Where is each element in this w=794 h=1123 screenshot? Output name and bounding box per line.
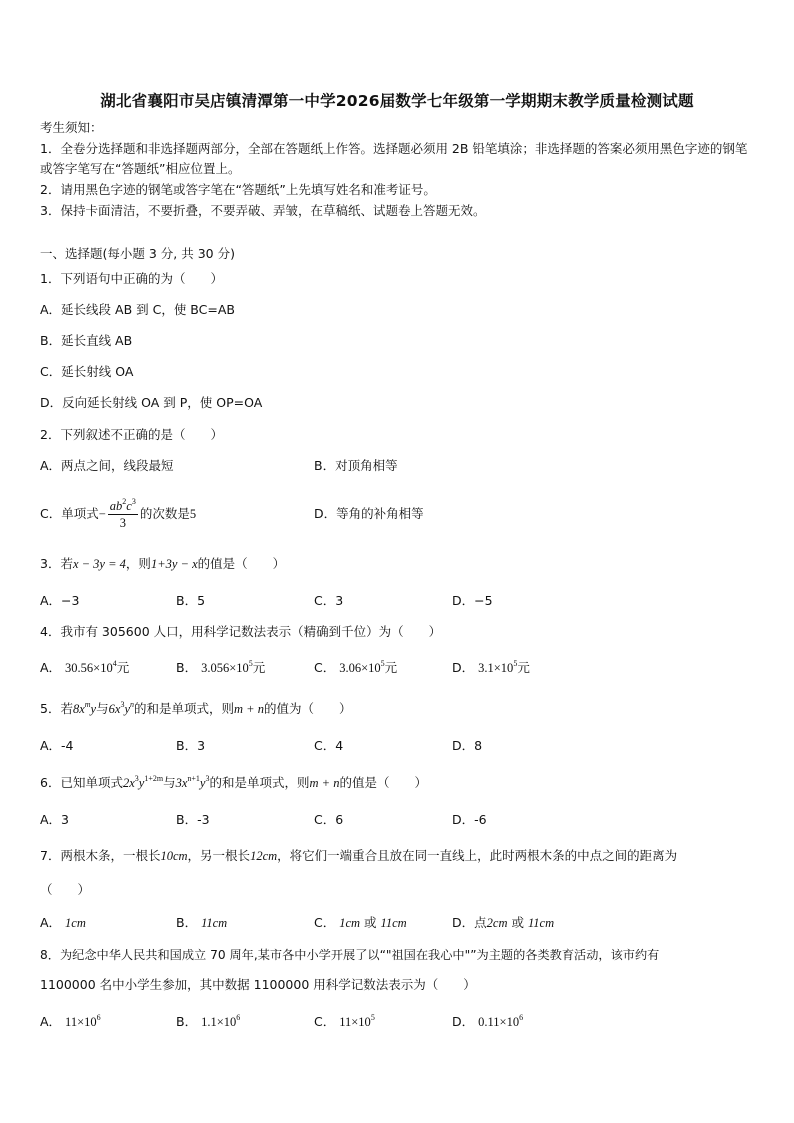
q8-option-a: A． $11\times 10^6$ — [40, 1013, 101, 1029]
q3-option-a: A．−3 — [40, 593, 80, 608]
q2-options-row-2 — [40, 494, 756, 534]
q8-stem-line-1: 8．为纪念中华人民共和国成立 70 周年,某市各中小学开展了以“"祖国在我心中"”为主题的各类教育活动，该市约有 — [40, 948, 660, 962]
q8-option-c: C． $11\times 10^5$ — [314, 1013, 375, 1029]
q7-option-d: D．点2cm 或 11cm — [452, 915, 555, 930]
notice-item-3: 3．保持卡面清洁，不要折叠，不要弄破、弄皱，在草稿纸、试题卷上答题无效。 — [40, 203, 486, 218]
q6-option-a: A．3 — [40, 812, 70, 827]
q8-option-b: B． $1.1\times 10^6$ — [176, 1013, 241, 1029]
q4-option-b: B． $3.056\times 10^5$元 — [176, 659, 266, 675]
q3-option-d: D．−5 — [452, 593, 493, 608]
q5-options — [40, 736, 756, 756]
q5-stem: 5．若$8x^my$与$6x^3y^n$的和是单项式，则m + n的值为（ ） — [40, 700, 352, 716]
q5-option-c: C．4 — [314, 738, 344, 753]
q3-stem: 3．若x − 3y = 4，则1+3y − x的值是（ ） — [40, 556, 286, 571]
q1-option-a: A．延长线段 AB 到 C，使 BC=AB — [40, 302, 235, 317]
q4-options — [40, 658, 756, 678]
q6-option-d: D．-6 — [452, 812, 487, 827]
q2-option-b: B．对顶角相等 — [314, 458, 398, 473]
q5-option-b: B．3 — [176, 738, 206, 753]
q8-options — [40, 1012, 756, 1032]
section-heading: 一、选择题(每小题 3 分, 共 30 分) — [40, 246, 235, 261]
q2-stem: 2．下列叙述不正确的是（ ） — [40, 427, 223, 442]
q7-option-a: A． 1cm — [40, 915, 86, 930]
notice-item-2: 2．请用黑色字迹的钢笔或答字笔在“答题纸”上先填写姓名和准考证号。 — [40, 182, 436, 197]
q4-option-c: C． $3.06\times 10^5$元 — [314, 659, 398, 675]
q7-option-c: C． 1cm 或 11cm — [314, 915, 407, 930]
q4-stem: 4．我市有 305600 人口，用科学记数法表示（精确到千位）为（ ） — [40, 624, 442, 639]
q5-option-d: D．8 — [452, 738, 483, 753]
q6-option-b: B．-3 — [176, 812, 210, 827]
q7-option-b: B． 11cm — [176, 915, 228, 930]
notice-item-1: 1．全卷分选择题和非选择题两部分，全部在答题纸上作答。选择题必须用 2B 铅笔填涂；非选择题的答案必须用黑色字迹的钢笔或答字笔写在“答题纸”相应位置上。 — [40, 141, 748, 176]
page-title: 湖北省襄阳市吴店镇清潭第一中学2026届数学七年级第一学期期末教学质量检测试题 — [100, 92, 694, 110]
q7-paren: （ ） — [40, 882, 91, 897]
q1-option-c: C．延长射线 OA — [40, 364, 134, 379]
q2-fraction: $\frac{ab^2c^3}{3}$ — [109, 497, 136, 530]
q1-option-d: D．反向延长射线 OA 到 P，使 OP=OA — [40, 395, 263, 410]
q6-stem: 6．已知单项式$2x^3y^{1+2m}$与$3x^{n+1}y^3$的和是单项式，则m + n的值是（ ） — [40, 774, 427, 790]
q2-options-row-1 — [40, 456, 756, 476]
q2-option-c: C．单项式− $\frac{ab^2c^3}{3}$ 的次数是5 — [40, 497, 197, 530]
q2-option-d: D．等角的补角相等 — [314, 506, 424, 521]
q7-stem: 7．两根木条，一根长10cm，另一根长12cm，将它们一端重合且放在同一直线上，此时两根木条的中点之间的距离为 — [40, 848, 678, 863]
q6-options — [40, 810, 756, 830]
q3-options — [40, 591, 756, 611]
q2-option-a: A．两点之间，线段最短 — [40, 458, 174, 473]
q1-stem: 1．下列语句中正确的为（ ） — [40, 271, 223, 286]
notice-heading: 考生须知： — [40, 120, 103, 135]
q3-option-b: B．5 — [176, 593, 206, 608]
q6-option-c: C．6 — [314, 812, 344, 827]
q4-option-a: A． $30.56\times 10^4$元 — [40, 659, 130, 675]
q8-stem-line-2: 1100000 名中小学生参加，其中数据 1100000 用科学记数法表示为（ ） — [40, 977, 476, 992]
q5-option-a: A．-4 — [40, 738, 74, 753]
q3-option-c: C．3 — [314, 593, 344, 608]
q7-options — [40, 913, 756, 933]
q1-option-b: B．延长直线 AB — [40, 333, 133, 348]
q8-option-d: D． $0.11\times 10^6$ — [452, 1013, 524, 1029]
q4-option-d: D． $3.1\times 10^5$元 — [452, 659, 530, 675]
